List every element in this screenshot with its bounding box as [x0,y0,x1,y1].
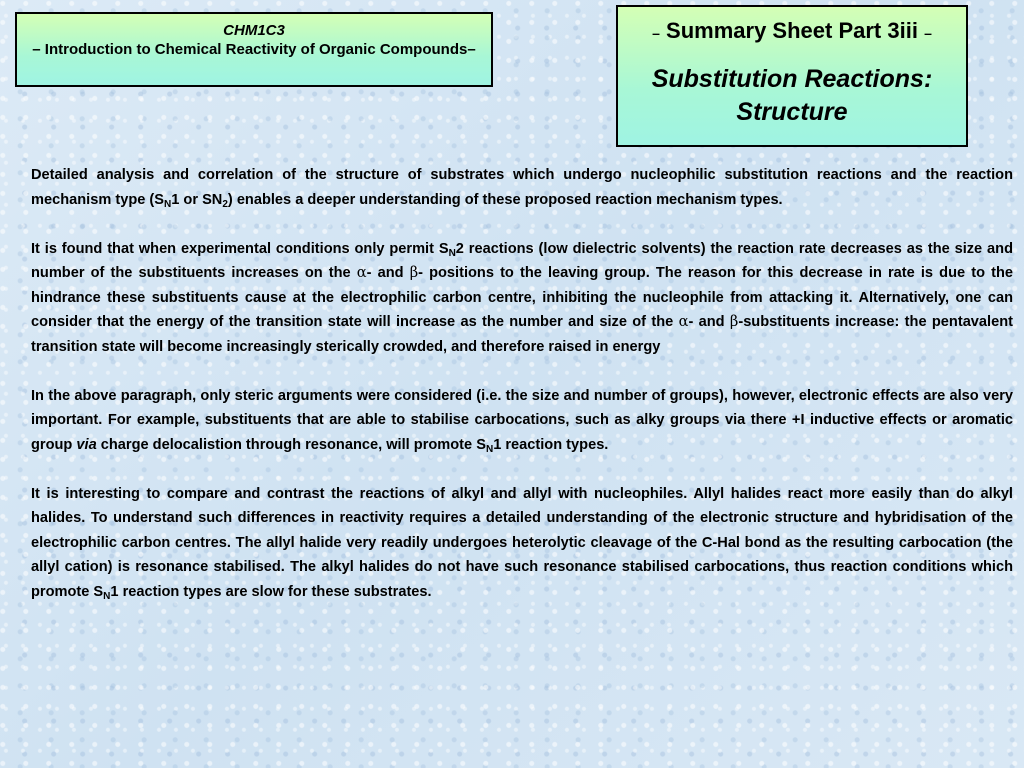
paragraph-3 [31,384,1013,458]
text-run: 1 reaction types. [493,436,609,453]
sheet-title: Summary Sheet Part 3iii [666,18,918,43]
course-code: CHM1C3 [223,22,285,39]
text-run: - and [366,265,410,281]
text-run: 2 reactions (low dielectric solvents) the reaction rate decreases as the size and number of the substituents increases on the [31,240,1013,281]
sheet-title-line [618,17,966,47]
text-run: It is interesting to compare and contrast the reactions of alkyl and allyl with nucleophiles. Allyl halides react more easily than do alkyl halides. To understand such differences in reactivity requires a detailed understanding of the electronic structure and hybridisation of the electrophilic carbon centres. The allyl halide very readily undergoes heterolytic cleavage of the C-Hal bond as the resulting carbocation (the allyl cation) is resonance stabilised. The alkyl halides do not have such resonance stabilised carbocations, thus reaction conditions which promote S [31,485,1013,600]
text-run: - and [688,314,730,330]
paragraph-2 [31,237,1013,360]
body-content [31,163,1013,629]
text-run: 1 or SN [171,191,223,208]
title-box [616,5,968,147]
topic-line-1: Substitution Reactions: [651,65,933,93]
text-run: - positions to the leaving group. The reason for this decrease in rate is due to the hindrance these substituents cause at the electrophilic carbon centre, inhibiting the nucleophile from attacking it. Alternatively, one can consider that the energy of the transition state will increase as the number and size of the [31,265,1013,330]
course-name: – Introduction to Chemical Reactivity of Organic Compounds– [32,41,476,58]
text-run: ) enables a deeper understanding of these proposed reaction mechanism types. [227,191,783,208]
course-header-box [15,12,493,87]
subscript: 2 [222,198,228,210]
text-run: In the above paragraph, only steric arguments were considered (i.e. the size and number of groups), however, electronic effects are also very important. For example, substituents that are able to stabilise carbocations, such as alky groups via there +I inductive effects or aromatic group [31,387,1013,453]
title-dash-right: – [924,25,932,41]
title-dash-left: – [652,25,660,41]
subscript: N [103,590,111,602]
subscript: N [164,198,172,210]
beta-symbol: β [409,264,419,281]
subscript: N [485,443,494,455]
text-run: -substituents increase: the pentavalent transition state will become increasingly sterically crowded, and therefore raised in energy [31,314,1013,355]
text-run: Detailed analysis and correlation of the structure of substrates which undergo nucleophilic substitution reactions and the reaction mechanism type (S [31,167,1013,208]
alpha-symbol: α [678,313,689,330]
paragraph-4 [31,482,1013,605]
subscript: N [448,247,456,259]
text-run: 1 reaction types are slow for these substrates. [110,583,432,600]
beta-symbol: β [729,313,739,330]
paragraph-1 [31,163,1013,212]
alpha-symbol: α [356,264,367,281]
topic-line-2: Structure [736,98,848,126]
text-run: charge delocalistion through resonance, will promote S [96,436,486,453]
text-run: It is found that when experimental conditions only permit S [31,240,449,257]
topic-title [618,63,966,129]
italic-via: via [76,436,97,453]
